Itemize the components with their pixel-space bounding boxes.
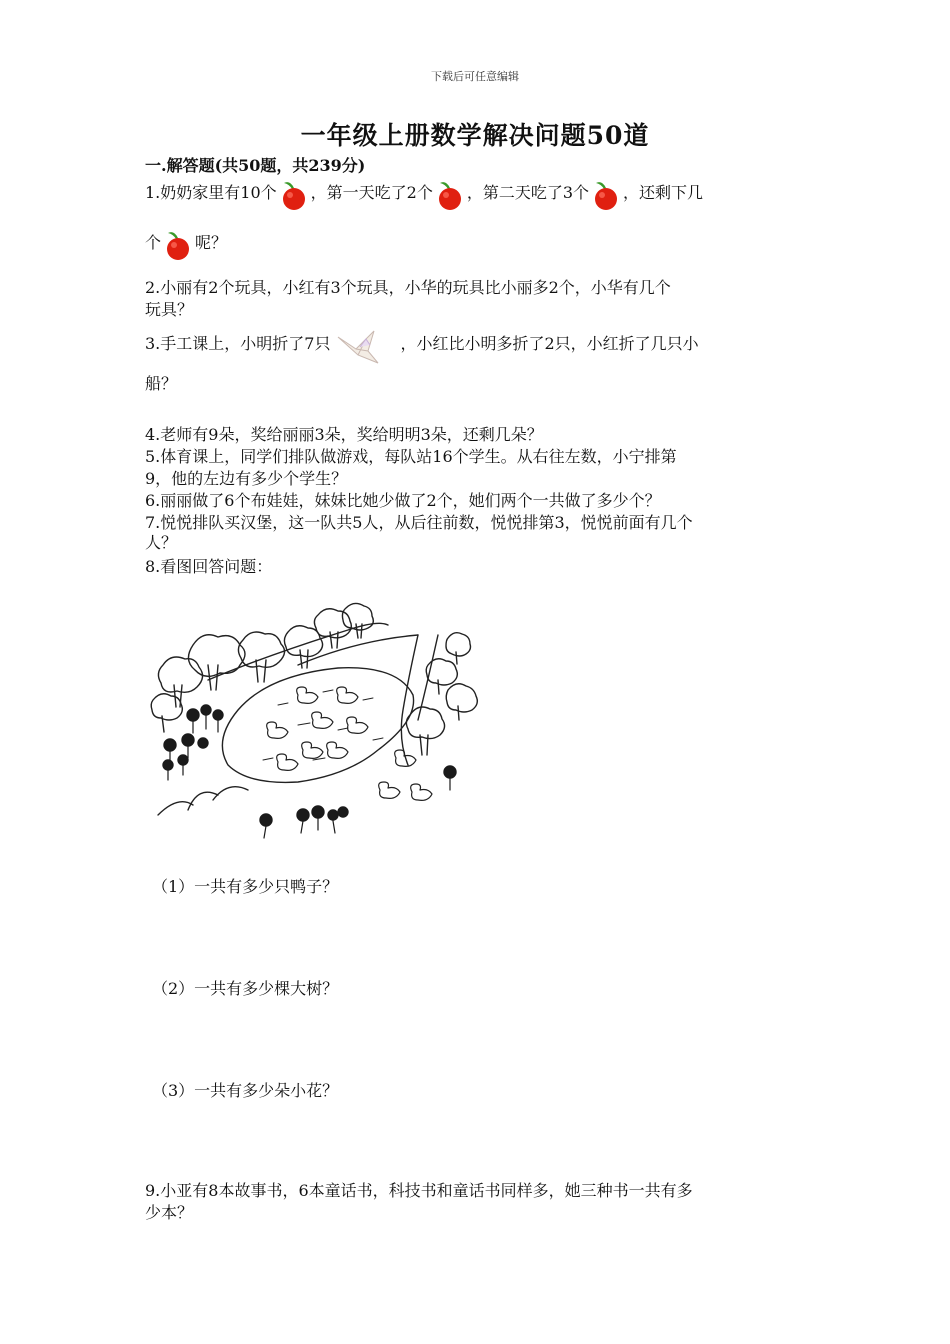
question-5-line-1: 5.体育课上，同学们排队做游戏，每队站16个学生。从右往左数，小宁排第 [145,447,677,466]
question-8-sub-1: （1）一共有多少只鸭子？ [152,877,339,896]
question-7-line-1: 7.悦悦排队买汉堡，这一队共5人，从后往前数，悦悦排第3，悦悦前面有几个 [145,513,693,532]
question-1-line-1 [145,178,810,212]
duck-group [267,687,432,800]
q1-text-c: ，第二天吃了3个 [466,183,590,202]
tree-group [151,603,477,755]
question-8: 8.看图回答问题： [145,557,273,576]
question-8-sub-2: （2）一共有多少棵大树？ [152,979,339,998]
question-6: 6.丽丽做了6个布娃娃，妹妹比她少做了2个，她们两个一共做了多少个？ [145,491,661,510]
q1-text-a: 1.奶奶家里有10个 [145,183,277,202]
question-2-line-1: 2.小丽有2个玩具，小红有3个玩具，小华的玩具比小丽多2个，小华有几个 [145,278,671,297]
section-heading: 一.解答题(共50题，共239分) [145,156,366,175]
paper-boat-icon [334,325,396,367]
question-7-line-2: 人？ [145,533,178,552]
header-note: 下载后可任意编辑 [431,70,519,83]
q3-text-b: ，小红比小明多折了2只，小红折了几只小 [400,334,699,353]
page-title: 一年级上册数学解决问题50道 [300,121,650,150]
question-9-line-2: 少本？ [145,1203,194,1222]
q1-text-e: 个 [145,233,162,252]
question-3-line-2: 船？ [145,374,178,393]
pond-scene-illustration [148,600,488,845]
q1-text-f: 呢？ [195,233,228,252]
question-9-line-1: 9.小亚有8本故事书，6本童话书，科技书和童话书同样多，她三种书一共有多 [145,1181,693,1200]
apple-icon [163,228,193,262]
apple-icon [279,178,309,212]
question-8-sub-3: （3）一共有多少朵小花？ [152,1081,339,1100]
q1-text-b: ，第一天吃了2个 [310,183,433,202]
q3-text-a: 3.手工课上，小明折了7只 [145,334,331,353]
question-2-line-2: 玩具？ [145,300,194,319]
apple-icon [435,178,465,212]
apple-icon [591,178,621,212]
question-4: 4.老师有9朵，奖给丽丽3朵，奖给明明3朵，还剩几朵？ [145,425,543,444]
question-3-line-1 [145,325,810,367]
question-1-line-2 [145,228,810,262]
question-5-line-2: 9，他的左边有多少个学生？ [145,469,348,488]
q1-text-d: ，还剩下几 [623,183,704,202]
